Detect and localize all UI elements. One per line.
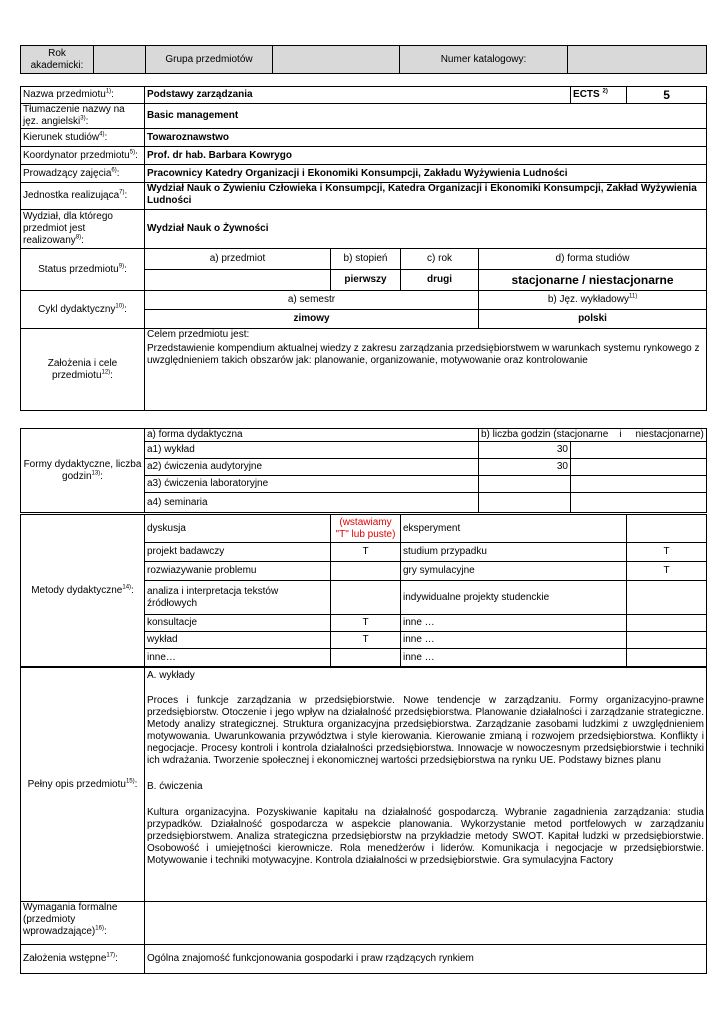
wstepne-label: Założenia wstępne xyxy=(23,953,107,964)
status-d-label-cell xyxy=(479,249,707,270)
status-b-value: pierwszy xyxy=(344,274,387,285)
grupa-label-cell xyxy=(146,46,273,74)
metody-right-name: inne … xyxy=(403,617,435,628)
metody-label-cell: Metody dydaktyczne$^{14)}$: xyxy=(21,515,145,667)
metody-right-name-cell xyxy=(401,562,627,581)
rok-label: Rok akademicki: xyxy=(30,47,84,71)
zalozenia-value-cell xyxy=(145,329,707,411)
formy-row-extra-cell xyxy=(571,476,707,493)
metody-right-mark-cell xyxy=(627,543,707,562)
zalozenia-label: Założenia i cele przedmiotu xyxy=(47,357,118,381)
metody-left-name: konsultacje xyxy=(147,617,198,628)
status-label-cell: Status przedmiotu$^{9)}$: xyxy=(21,249,145,291)
metody-left-mark-cell xyxy=(331,562,401,581)
cykl-label-cell: Cykl dydaktyczny$^{10)}$: xyxy=(21,291,145,329)
ects-value: 5 xyxy=(663,88,670,102)
metody-left-mark: T xyxy=(362,617,369,628)
formy-row-name-cell xyxy=(145,493,479,513)
formy-row-name-cell xyxy=(145,459,479,476)
status-b-label: b) stopień xyxy=(343,253,388,264)
metody-left-mark-cell xyxy=(331,649,401,667)
metody-right-name-cell xyxy=(401,615,627,632)
formy-row-hours-cell xyxy=(479,459,571,476)
cykl-b-sup: 11) xyxy=(628,293,638,300)
metody-table xyxy=(20,514,707,667)
formy-label-cell: Formy dydaktyczne, liczba godzin$^{13)}$: xyxy=(21,429,145,513)
zalozenia-line1: Celem przedmiotu jest: xyxy=(147,329,250,340)
tlum-value: Basic management xyxy=(147,110,239,121)
wstepne-value: Ogólna znajomość funkcjonowania gospodarki i praw rządzących rynkiem xyxy=(147,953,474,964)
metody-sup: 14) xyxy=(122,584,132,591)
numer-label-cell xyxy=(400,46,568,74)
formy-row-name: a1) wykład xyxy=(147,444,195,455)
metody-right-name-cell xyxy=(401,649,627,667)
ects-label: ECTS xyxy=(573,89,600,100)
cykl-a-label-cell xyxy=(145,291,479,310)
wstepne-label-cell: Założenia wstępne$^{17)}$: xyxy=(21,945,145,974)
tlum-label: Tłumaczenie nazwy na jęz. angielski xyxy=(23,104,125,127)
grupa-label: Grupa przedmiotów xyxy=(165,53,253,65)
metody-hint-cell xyxy=(331,515,401,543)
cykl-sup: 10) xyxy=(115,303,125,310)
opis-label-cell: Pełny opis przedmiotu$^{15)}$: xyxy=(21,668,145,902)
koord-label: Koordynator przedmiotu xyxy=(23,149,130,161)
nazwa-value: Podstawy zarządzania xyxy=(147,89,253,100)
ects-sup: 2) xyxy=(602,88,608,95)
prow-label: Prowadzący zajęcia xyxy=(23,167,112,179)
metody-left-name-cell xyxy=(145,649,331,667)
jedn-value: Wydział Nauk o Żywieniu Człowieka i Konsumpcji, Katedra Organizacji i Ekonomiki Konsumpcji, Zakład Wyżywienia Ludności xyxy=(147,183,697,206)
koord-value: Prof. dr hab. Barbara Kowrygo xyxy=(147,149,293,161)
formy-table xyxy=(20,428,707,513)
metody-left-name-cell xyxy=(145,615,331,632)
metody-right-mark-cell xyxy=(627,615,707,632)
metody-right-mark-cell xyxy=(627,515,707,543)
kierunek-value: Towaroznawstwo xyxy=(147,131,230,143)
wydz-value-cell xyxy=(145,210,707,249)
metody-left-name: analiza i interpretacja tekstów źródłowych xyxy=(147,585,279,609)
metody-left-mark-cell xyxy=(331,632,401,649)
metody-right-name: studium przypadku xyxy=(403,546,487,557)
status-b-label-cell xyxy=(331,249,401,270)
kierunek-label-cell: Kierunek studiów$^{4)}$: xyxy=(21,129,145,147)
status-d-label: d) forma studiów xyxy=(555,253,630,264)
wstepne-value-cell xyxy=(145,945,707,974)
metody-hint: (wstawiamy "T" lub puste) xyxy=(335,516,396,540)
jedn-label-cell: Jednostka realizująca$^{7)}$: xyxy=(21,183,145,210)
metody-right-mark-cell xyxy=(627,562,707,581)
prow-label-cell: Prowadzący zajęcia$^{6)}$: xyxy=(21,165,145,183)
opis-a-text: Proces i funkcje zarządzania w przedsiębiorstwie. Nowe tendencje w zarządzaniu. Formy organizacyjno-prawne przedsiębiorstw. Otoczenie i jego wpływ na działalność przedsiębiorstwa. Planowanie działalności i zarządzanie strategiczne. Metody analizy strategicznej. Struktura organizacyjna przedsiębiorstwa. Zarządzanie zasobami ludzkimi z uwzględnieniem motywowania. Uwarunkowania przywództwa i style kierowania. Kierowanie zmianą i rozwojem przedsiębiorstwa. Konflikty i negocjacje. Procesy kontroli i kontrola działalności przedsiębiorstwa. Innowacje w nowoczesnym przedsiębiorstwie i techniki ich wdrażania. Tworzenie społecznej i ekonomicznej wartości przedsiębiorstwa na rynku UE. Podstawy biznes planu xyxy=(147,695,704,766)
metody-right-mark: T xyxy=(663,565,670,576)
nazwa-sup: 1) xyxy=(105,88,112,95)
opis-b-head: B. ćwiczenia xyxy=(147,781,203,792)
cykl-a-value-cell xyxy=(145,310,479,329)
nazwa-label-cell: Nazwa przedmiotu$^{1)}$: xyxy=(21,87,145,104)
metody-left-name: inne… xyxy=(147,651,176,663)
metody-left-mark-cell xyxy=(331,615,401,632)
metody-left-mark: T xyxy=(362,634,369,645)
cykl-label: Cykl dydaktyczny xyxy=(38,303,116,315)
course-table xyxy=(20,86,707,411)
metody-left-name: projekt badawczy xyxy=(147,546,225,557)
wydz-sup: 8) xyxy=(75,234,82,241)
metody-left-name-cell xyxy=(145,543,331,562)
metody-left-name: wykład xyxy=(147,634,178,645)
formy-row-hours-cell xyxy=(479,493,571,513)
status-sup: 9) xyxy=(118,263,125,270)
koord-sup: 5) xyxy=(129,149,136,156)
ects-label-cell xyxy=(571,87,627,104)
prow-value-cell xyxy=(145,165,707,183)
kierunek-label: Kierunek studiów xyxy=(23,131,100,143)
formy-sup: 13) xyxy=(91,470,101,477)
metody-left-mark-cell xyxy=(331,581,401,615)
formy-row-hours-cell xyxy=(479,442,571,459)
metody-right-name: eksperyment xyxy=(403,522,461,534)
cykl-b-value-cell xyxy=(479,310,707,329)
jedn-sup: 7) xyxy=(119,189,125,196)
status-c-label: c) rok xyxy=(427,253,452,264)
metody-left-name: rozwiazywanie problemu xyxy=(147,565,257,576)
header-table xyxy=(20,45,707,74)
status-a-label: a) przedmiot xyxy=(209,253,266,264)
metody-left-name-cell xyxy=(145,632,331,649)
zalozenia-label-cell: Założenia i cele przedmiotu$^{12)}$: xyxy=(21,329,145,411)
rok-value-cell xyxy=(94,46,146,74)
metody-right-name: indywidualne projekty studenckie xyxy=(403,591,550,603)
opis-b-text: Kultura organizacyjna. Pozyskiwanie kapitału na działalność gospodarczą. Wybranie zagadnienia zarządzania: studia przypadków. Działalność gospodarcza w aspekcie planowania. Wykorzystanie metod portfelowych w zarządzaniu przedsiębiorstwem. Analiza strategiczna przedsiębiorstw na przykładzie metody SWOT. Kapitał ludzki w przedsiębiorstwie. Osobowość i umiejętności kierownicze. Rola menedżerów i liderów. Komunikacja i negocjacje w przedsiębiorstwie. Motywowanie i techniki motywacyjne. Kontrola działalności w przedsiębiorstwie. Gra symulacyjna Factory xyxy=(147,807,704,866)
cykl-a-label: a) semestr xyxy=(287,294,336,305)
metody-right-mark-cell xyxy=(627,581,707,615)
cykl-a-value: zimowy xyxy=(293,313,330,324)
jedn-label: Jednostka realizująca xyxy=(23,190,120,201)
numer-label: Numer katalogowy: xyxy=(440,53,527,65)
status-c-value: drugi xyxy=(427,274,452,285)
status-c-value-cell xyxy=(401,270,479,291)
formy-row-extra-cell xyxy=(571,459,707,476)
status-d-value: stacjonarne / niestacjonarne xyxy=(511,273,674,287)
status-b-value-cell xyxy=(331,270,401,291)
jedn-value-cell xyxy=(145,183,707,210)
cykl-b-value: polski xyxy=(578,313,607,324)
formy-row-name-cell xyxy=(145,476,479,493)
tlum-label-cell: Tłumaczenie nazwy na jęz. angielski$^{3)}$: xyxy=(21,104,145,129)
formy-row-extra-cell xyxy=(571,442,707,459)
formy-row-name: a4) seminaria xyxy=(147,496,208,508)
kierunek-sup: 4) xyxy=(99,131,105,138)
metody-left-mark: T xyxy=(362,546,369,557)
metody-right-name-cell xyxy=(401,632,627,649)
wymagania-value-cell xyxy=(145,902,707,945)
wstepne-sup: 17) xyxy=(106,952,116,959)
formy-row-name: a3) ćwiczenia laboratoryjne xyxy=(147,478,269,489)
nazwa-value-cell xyxy=(145,87,571,104)
kierunek-value-cell xyxy=(145,129,707,147)
koord-value-cell xyxy=(145,147,707,165)
opis-value-cell xyxy=(145,668,707,902)
status-a-value-cell xyxy=(145,270,331,291)
metody-left-name-cell xyxy=(145,562,331,581)
status-a-label-cell xyxy=(145,249,331,270)
cykl-b-label-cell xyxy=(479,291,707,310)
ects-value-cell xyxy=(627,87,707,104)
metody-right-mark-cell xyxy=(627,632,707,649)
formy-col-a-cell xyxy=(145,429,479,442)
metody-right-name: inne … xyxy=(403,651,435,663)
numer-value-cell xyxy=(568,46,707,74)
wydz-label-cell: Wydział, dla którego przedmiot jest realizowany$^{8)}$: xyxy=(21,210,145,249)
metody-right-mark: T xyxy=(663,546,670,557)
wydz-label: Wydział, dla którego przedmiot jest realizowany xyxy=(23,211,113,246)
metody-right-name: inne … xyxy=(403,634,435,645)
formy-col-b-cell xyxy=(479,429,707,442)
status-c-label-cell xyxy=(401,249,479,270)
wymagania-label-cell: Wymagania formalne (przedmioty wprowadzające)$^{16)}$: xyxy=(21,902,145,945)
nazwa-label: Nazwa przedmiotu xyxy=(23,89,106,100)
formy-row-hours: 30 xyxy=(556,461,568,472)
metody-left-mark-cell xyxy=(331,543,401,562)
opis-sup: 15) xyxy=(125,778,135,785)
metody-right-name: gry symulacyjne xyxy=(403,565,475,576)
metody-left-name-cell xyxy=(145,581,331,615)
wydz-value: Wydział Nauk o Żywności xyxy=(147,223,269,234)
prow-sup: 6) xyxy=(111,167,117,174)
grupa-value-cell xyxy=(273,46,400,74)
metody-right-name-cell xyxy=(401,543,627,562)
formy-row-extra-cell xyxy=(571,493,707,513)
wymagania-sup: 16) xyxy=(95,925,104,932)
formy-label: Formy dydaktyczne, liczba godzin xyxy=(23,458,142,482)
wymagania-label: Wymagania formalne (przedmioty wprowadzające) xyxy=(23,902,118,937)
status-label: Status przedmiotu xyxy=(38,263,119,275)
metody-left-name-cell xyxy=(145,515,331,543)
metody-right-name-cell xyxy=(401,581,627,615)
tlum-sup: 3) xyxy=(80,115,86,122)
metody-right-mark-cell xyxy=(627,649,707,667)
formy-col-a: a) forma dydaktyczna xyxy=(147,429,243,440)
formy-row-hours-cell xyxy=(479,476,571,493)
koord-label-cell: Koordynator przedmiotu$^{5)}$: xyxy=(21,147,145,165)
metody-label: Metody dydaktyczne xyxy=(31,584,123,596)
cykl-b-label: b) Jęz. wykładowy xyxy=(547,294,629,305)
formy-row-name: a2) ćwiczenia audytoryjne xyxy=(147,461,263,472)
opis-label: Pełny opis przedmiotu xyxy=(27,778,126,790)
prow-value: Pracownicy Katedry Organizacji i Ekonomiki Konsumpcji, Zakładu Wyżywienia Ludności xyxy=(147,167,568,179)
formy-row-name-cell xyxy=(145,442,479,459)
zalozenia-text: Przedstawienie kompendium aktualnej wiedzy z zakresu zarządzania przedsiębiorstwem w warunkach systemu rynkowego z uwzględnieniem takich obszarów jak: planowanie, organizowanie, motywowanie oraz kontrolowanie xyxy=(147,343,700,366)
zalozenia-sup: 12) xyxy=(101,369,111,376)
opis-table xyxy=(20,667,707,974)
metody-left-name: dyskusja xyxy=(147,522,186,534)
formy-row-hours: 30 xyxy=(556,444,568,455)
rok-label-cell xyxy=(21,46,94,74)
tlum-value-cell xyxy=(145,104,707,129)
status-d-value-cell xyxy=(479,270,707,291)
opis-a-head: A. wykłady xyxy=(147,670,195,681)
formy-col-b: b) liczba godzin (stacjonarne i niestacjonarne) xyxy=(481,429,704,440)
metody-right-name-cell xyxy=(401,515,627,543)
